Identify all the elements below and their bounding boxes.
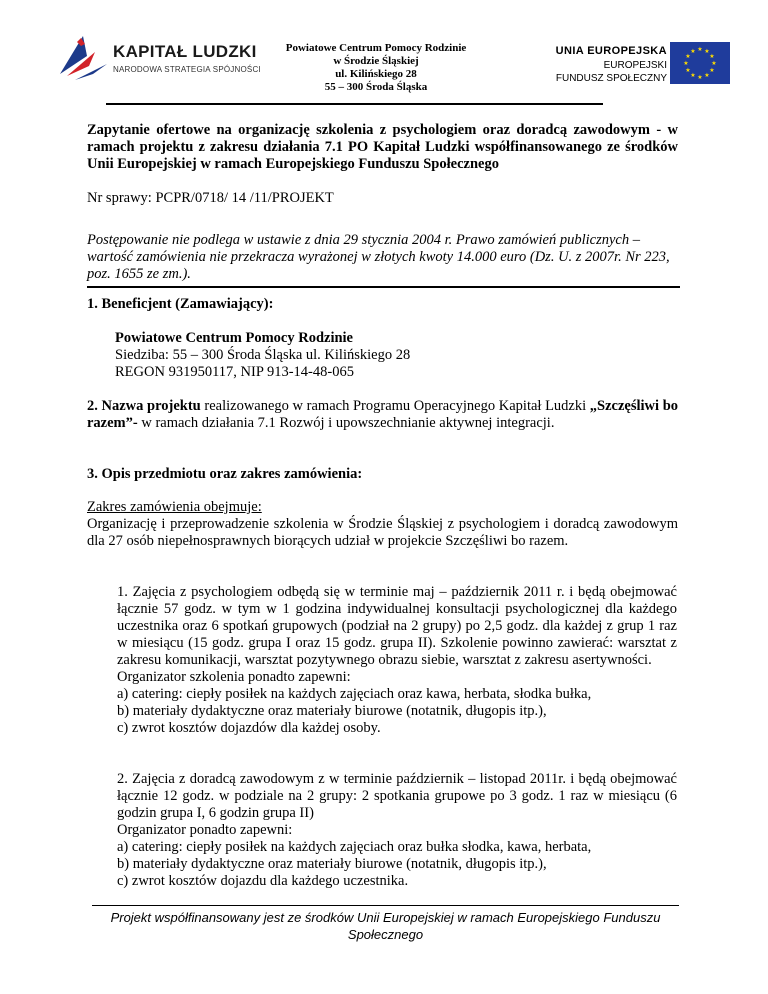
beneficiary-address: Siedziba: 55 – 300 Środa Śląska ul. Kilińskiego 28 [115,347,411,363]
item1-text: 1. Zajęcia z psychologiem odbędą się w terminie maj – październik 2011 r. i będą obejmować łącznie 57 godz. w tym w 1 godzina indywidualnej konsultacji psychologicznej dla każdego uczestnika oraz 6 spotkań grupowych (podział na 2 grupy) po 2,5 godz. dla każdej z grup 1 raz w miesiącu (15 godz. grupa I oraz 15 godz. grupa II). Szkolenie powinno zawierać: warsztat z zakresu komunikacji, warsztat pozytywnego obrazu siebie, warsztat z zakresu asertywności. [117,584,677,668]
item2-provides: Organizator ponadto zapewni: [117,822,293,838]
svg-text:★: ★ [697,74,703,81]
section2-tail: w ramach działania 7.1 Rozwój i upowszechnianie aktywnej integracji. [137,415,555,431]
item2-block [117,771,677,890]
section2-paragraph [87,398,678,432]
svg-text:★: ★ [683,60,689,67]
header-divider [106,103,603,105]
list-item: c) zwrot kosztów dojazdu dla każdego uczestnika. [117,873,409,889]
header-address-line: Powiatowe Centrum Pomocy Rodzinie [285,42,467,54]
svg-text:★: ★ [704,48,710,55]
item1-block [117,584,677,737]
kapital-ludzki-subtitle: NARODOWA STRATEGIA SPÓJNOŚCI [113,65,261,74]
beneficiary-block [115,330,675,381]
item2-text: 2. Zajęcia z doradcą zawodowym z w terminie październik – listopad 2011r. i będą obejmować łącznie 12 godz. w podziale na 2 grupy: 2 spotkania grupowe po 3 godz. 1 raz w miesiącu (6 godzin grupa I, 6 godzin grupa II) [117,771,677,821]
svg-text:★: ★ [709,67,715,74]
list-item: b) materiały dydaktyczne oraz materiały biurowe (notatnik, długopis itp.), [117,703,547,719]
svg-text:★: ★ [709,53,715,60]
svg-text:★: ★ [685,67,691,74]
header-address-line: w Środzie Śląskiej [333,55,419,67]
eu-logo-text [545,44,667,85]
case-number: Nr sprawy: PCPR/0718/ 14 /11/PROJEKT [87,190,334,206]
list-item: a) catering: ciepły posiłek na każdych zajęciach oraz bułka słodka, kawa, herbata, [117,839,592,855]
scope-label: Zakres zamówienia obejmuje: [87,499,262,515]
header-address [260,42,492,94]
header-address-line: ul. Kilińskiego 28 [335,68,417,80]
svg-text:★: ★ [685,53,691,60]
eu-logo-line3: FUNDUSZ SPOŁECZNY [555,73,667,84]
footer-text: Projekt współfinansowany jest ze środków Unii Europejskiej w ramach Europejskiego Funduszu Społecznego [110,910,661,942]
eu-flag-icon [670,42,730,84]
header-address-line: 55 – 300 Środa Śląska [324,81,428,93]
svg-text:★: ★ [704,72,710,79]
svg-text:★: ★ [711,60,717,67]
project-name: „Szczęśliwi bo razem”- [87,398,679,431]
scope-text: Organizację i przeprowadzenie szkolenia w Środzie Śląskiej z psychologiem i doradcą zawodowym dla 27 osób niepełnosprawnych biorących udział w projekcie Szczęśliwi bo razem. [87,516,678,549]
list-item: c) zwrot kosztów dojazdów dla każdej osoby. [117,720,381,736]
section2-heading: 2. Nazwa projektu [87,398,201,414]
eu-logo-line1: UNIA EUROPEJSKA [555,45,667,57]
eu-logo-line2: EUROPEJSKI [603,60,667,71]
svg-text:★: ★ [690,48,696,55]
notice-divider [87,286,680,288]
section3-heading: 3. Opis przedmiotu oraz zakres zamówienia: [87,466,363,482]
item1-provides: Organizator szkolenia ponadto zapewni: [117,669,351,685]
svg-text:★: ★ [690,72,696,79]
document-title: Zapytanie ofertowe na organizację szkolenia z psychologiem oraz doradcą zawodowym - w ramach projektu z zakresu działania 7.1 PO Kapitał Ludzki współfinansowanego ze środków Unii Europejskiej w ramach Europejskiego Funduszu Społecznego [87,122,678,172]
beneficiary-name: Powiatowe Centrum Pomocy Rodzinie [115,330,353,346]
beneficiary-ids: REGON 931950117, NIP 913-14-48-065 [115,364,354,380]
footer-divider [92,905,679,906]
kapital-ludzki-title: KAPITAŁ LUDZKI [113,42,257,61]
legal-notice: Postępowanie nie podlega w ustawie z dnia 29 stycznia 2004 r. Prawo zamówień publicznych – wartość zamówienia nie przekracza wyrażonej w złotych kwoty 14.000 euro (Dz. U. z 2007r. Nr 223, poz. 1655 ze zm.). [87,232,670,282]
list-item: a) catering: ciepły posiłek na każdych zajęciach oraz kawa, herbata, słodka bułka, [117,686,592,702]
svg-text:★: ★ [697,46,703,53]
list-item: b) materiały dydaktyczne oraz materiały biurowe (notatnik, długopis itp.), [117,856,547,872]
section2-heading-rest: realizowanego w ramach Programu Operacyjnego Kapitał Ludzki [200,398,590,414]
section1-heading: 1. Beneficjent (Zamawiający): [87,296,274,312]
